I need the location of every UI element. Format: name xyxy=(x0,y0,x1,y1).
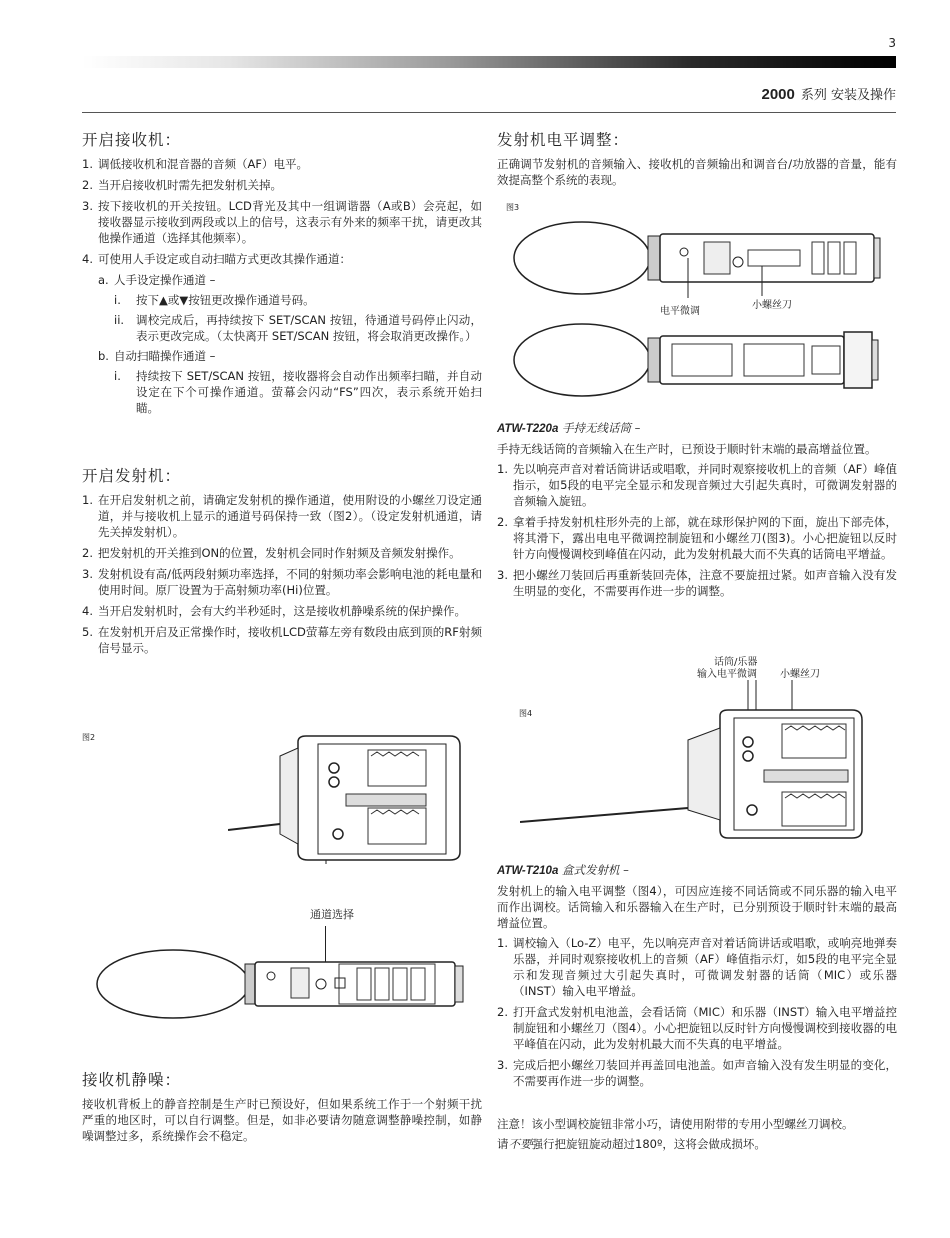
t210-intro: 发射机上的输入电平调整（图4），可因应连接不同话筒或不同乐器的输入电平而作出调校。话筒输入和乐器输入在生产时，已分别预设于顺时针末端的最高增益位置。 xyxy=(497,884,897,930)
list-item: 2. 把发射机的开关推到ON的位置，发射机会同时作射频及音频发射操作。 xyxy=(82,546,461,560)
section-title-transmitter-on: 开启发射机： xyxy=(82,467,182,485)
list-item: 2. 当开启接收机时需先把发射机关掉。 xyxy=(82,178,282,192)
receiver-on-list xyxy=(82,156,482,416)
list-item: 2. 拿着手持发射机柱形外壳的上部，就在球形保护网的下面，旋出下部壳体，将其滑下，露出电电平微调控制旋钮和小螺丝刀(图3)。小心把旋钮以反时针方向慢慢调校到峰值在闪动，此为发射机最大而不失真的话筒电平增益。 xyxy=(497,515,897,561)
list-item: 1. 在开启发射机之前，请确定发射机的操作通道，使用附设的小螺丝刀设定通道，并与接收机上显示的通道号码保持一致（图2）。（设定发射机通道，请先关掉发射机）。 xyxy=(82,493,482,539)
list-item: 5. 在发射机开启及正常操作时，接收机LCD萤幕左旁有数段由底到顶的RF射频信号显示。 xyxy=(82,625,482,655)
t220-heading: ATW-T220a 手持无线话筒 – xyxy=(497,421,641,435)
figure-3-label-level-trim: 电平微调 xyxy=(660,306,700,317)
list-item: 1. 调校输入（Lo-Z）电平，先以响亮声音对着话筒讲话或唱歌，或响亮地弹奏乐器，并同时观察接收机上的音频（AF）峰值指示灯，如5段的电平完全显示和发现音频过大引起失真时，可微调发射器的话筒（MIC）或乐器（INST）输入电平增益。 xyxy=(497,936,897,998)
figure-3-caption: 图3 xyxy=(506,203,520,212)
handheld-mic-figure-3-bottom xyxy=(512,320,882,400)
note-block xyxy=(497,1116,897,1156)
figure-2-caption: 图2 xyxy=(82,733,96,742)
right-column-t210 xyxy=(497,862,897,1094)
figure-2-label-channel-select: 通道选择 xyxy=(310,908,354,921)
note-line-2: 请不要强行把旋钮旋动超过180º，这将会做成损坏。 xyxy=(497,1137,766,1151)
list-item: 4. 可使用人手设定或自动扫瞄方式更改其操作通道： xyxy=(82,252,351,266)
sub-sub-list-item: i. 按下▲或▼按钮更改操作通道号码。 xyxy=(114,293,315,307)
series-title: 2000 系列 安装及操作 xyxy=(761,86,896,103)
page-number: 3 xyxy=(888,36,896,50)
list-item: 3. 把小螺丝刀装回后再重新装回壳体，注意不要旋扭过紧。如声音输入没有发生明显的变化，不需要再作进一步的调整。 xyxy=(497,568,897,598)
list-item: 4. 当开启发射机时，会有大约半秒延时，这是接收机静噪系统的保护操作。 xyxy=(82,604,466,618)
list-item: 3. 按下接收机的开关按钮。LCD背光及其中一组调谐器（A或B）会亮起，如接收器显示接收到两段或以上的信号，这表示有外来的频率干扰，请更改其他操作通道（选择其他频率）。 xyxy=(82,199,482,245)
figure-4-label-input-trim: 输入电平微调 xyxy=(697,669,757,680)
handheld-mic-figure-2 xyxy=(95,946,467,1022)
sub-list-item: a. 人手设定操作通道 – xyxy=(98,273,216,287)
figure-3-label-screwdriver: 小螺丝刀 xyxy=(752,300,792,311)
section-title-receiver-on: 开启接收机： xyxy=(82,131,182,149)
squelch-text: 接收机背板上的静音控制是生产时已预设好，但如果系统工作于一个射频干扰严重的地区时，可以自行调整。但是，如非必要请勿随意调整静噪控制，如静噪调整过多，系统操作会不稳定。 xyxy=(82,1097,482,1143)
list-item: 1. 调低接收机和混音器的音频（AF）电平。 xyxy=(82,157,308,171)
list-item: 1. 先以响亮声音对着话筒讲话或唱歌，并同时观察接收机上的音频（AF）峰值指示，如5段的电平完全显示和发现音频过大引起失真时，可微调发射器的音频输入旋钮。 xyxy=(497,462,897,508)
sub-sub-list-item: ii. 调校完成后，再持续按下 SET/SCAN 按钮，待通道号码停止闪动，表示更改完成。（太快离开 SET/SCAN 按钮，将会取消更改操作。） xyxy=(114,313,482,343)
left-column-2 xyxy=(82,468,482,661)
bodypack-figure-4 xyxy=(520,680,870,840)
bodypack-figure-2 xyxy=(228,734,468,864)
section-title-squelch: 接收机静噪： xyxy=(82,1071,182,1089)
t210-heading: ATW-T210a 盒式发射机 – xyxy=(497,863,629,877)
list-item: 2. 打开盒式发射机电池盖，会看话筒（MIC）和乐器（INST）输入电平增益控制旋钮和小螺丝刀（图4）。小心把旋钮以反时针方向慢慢调校到接收器的电平峰值在闪动，此为发射机最大而不失真的电平增益。 xyxy=(497,1005,897,1051)
section-title-level-adjust: 发射机电平调整： xyxy=(497,131,630,149)
figure-4-label-screwdriver: 小螺丝刀 xyxy=(780,669,820,680)
header-rule xyxy=(82,112,896,113)
list-item: 3. 发射机设有高/低两段射频功率选择，不同的射频功率会影响电池的耗电量和使用时间。原厂设置为于高射频功率(Hi)位置。 xyxy=(82,567,482,597)
t220-intro: 手持无线话筒的音频输入在生产时，已预设于顺时针末端的最高增益位置。 xyxy=(497,442,877,456)
note-line-1: 注意！该小型调校旋钮非常小巧，请使用附带的专用小型螺丝刀调校。 xyxy=(497,1117,854,1131)
figure-4-caption: 图4 xyxy=(519,709,533,718)
sub-list-item: b. 自动扫瞄操作通道 – xyxy=(98,349,216,363)
header-gradient-bar xyxy=(82,56,896,68)
left-column-3 xyxy=(82,1072,482,1148)
right-column xyxy=(497,132,897,192)
handheld-mic-figure-3-top xyxy=(512,218,882,298)
left-column xyxy=(82,132,482,420)
list-item: 3. 完成后把小螺丝刀装回并再盖回电池盖。如声音输入没有发生明显的变化，不需要再作进一步的调整。 xyxy=(497,1058,897,1088)
figure-4-label-mic-inst-trim: 话筒/乐器 xyxy=(714,657,758,668)
sub-sub-list-item: i. 持续按下 SET/SCAN 按钮，接收器将会自动作出频率扫瞄，并自动设定在下个可操作通道。萤幕会闪动“FS”四次，表示系统开始扫瞄。 xyxy=(114,369,482,415)
right-column-t220 xyxy=(497,420,897,604)
level-adjust-intro: 正确调节发射机的音频输入、接收机的音频输出和调音台/功放器的音量，能有效提高整个系统的表现。 xyxy=(497,157,897,187)
